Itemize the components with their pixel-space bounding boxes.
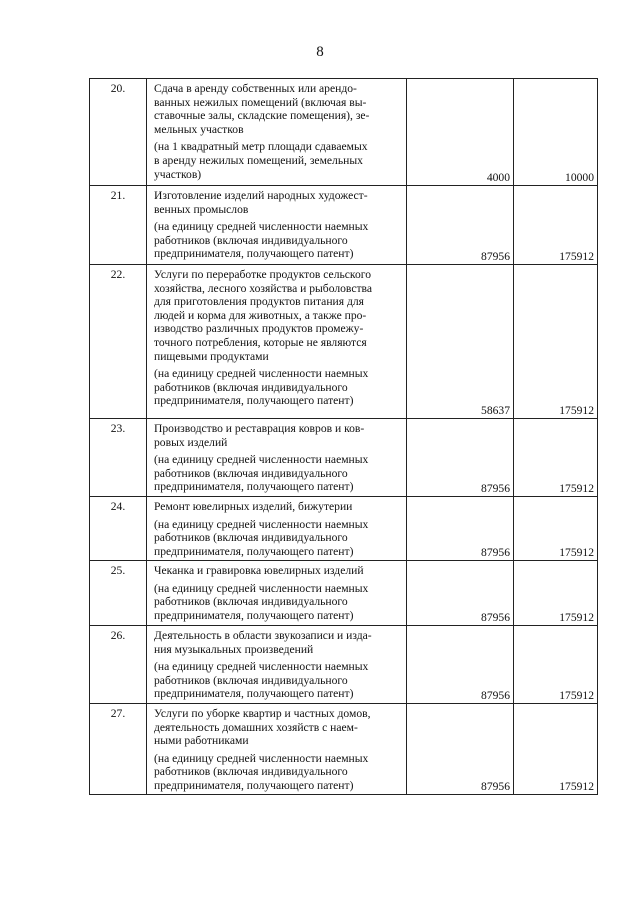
value-column-2: 175912 [514,626,598,704]
value-column-2: 175912 [514,561,598,626]
row-number: 26. [90,626,147,704]
table-row [90,561,598,626]
activity-description: Сдача в аренду собственных или арендо- ванных нежилых помещений (включая вы- ставочные залы, складские помещения), зе- мельных участков [154,82,370,136]
activity-cell [147,626,407,704]
value-column-1: 87956 [407,497,514,561]
table-row [90,265,598,419]
row-number: 22. [90,265,147,419]
row-number: 24. [90,497,147,561]
row-number: 23. [90,419,147,497]
activity-description: Услуги по уборке квартир и частных домов, деятельность домашних хозяйств с наем- ными работниками [154,707,371,748]
activity-unit-note: (на единицу средней численности наемных работников (включая индивидуального предпринимателя, получающего патент) [154,751,369,792]
table-row [90,626,598,704]
value-column-1: 87956 [407,419,514,497]
activity-description: Производство и реставрация ковров и ков- ровых изделий [154,422,365,449]
activity-cell [147,186,407,265]
value-column-1: 58637 [407,265,514,419]
activity-description: Изготовление изделий народных художест- венных промыслов [154,189,368,216]
value-column-1: 87956 [407,626,514,704]
activity-description: Услуги по переработке продуктов сельского хозяйства, лесного хозяйства и рыболовства для приготовления продуктов питания для людей и корма для животных, а также про- изводство различных продуктов промежу- точного потребления, которые не являются пищевыми продуктами [154,268,373,363]
table-row [90,79,598,186]
value-column-1: 87956 [407,186,514,265]
page-number: 8 [316,44,324,60]
table-row [90,704,598,795]
activity-unit-note: (на единицу средней численности наемных работников (включая индивидуального предпринимателя, получающего патент) [154,367,369,408]
activity-unit-note: (на единицу средней численности наемных работников (включая индивидуального предпринимателя, получающего патент) [154,220,369,261]
activity-description: Ремонт ювелирных изделий, бижутерии [154,500,353,513]
activity-unit-note: (на 1 квадратный метр площади сдаваемых в аренду нежилых помещений, земельных участков) [154,140,368,181]
activity-cell [147,497,407,561]
activity-unit-note: (на единицу средней численности наемных работников (включая индивидуального предпринимателя, получающего патент) [154,453,369,494]
activity-unit-note: (на единицу средней численности наемных работников (включая индивидуального предпринимателя, получающего патент) [154,581,369,622]
value-column-1: 87956 [407,704,514,795]
activity-description: Чеканка и гравировка ювелирных изделий [154,564,364,577]
activity-cell [147,79,407,186]
table-row [90,186,598,265]
activity-unit-note: (на единицу средней численности наемных работников (включая индивидуального предпринимателя, получающего патент) [154,660,369,701]
row-number: 21. [90,186,147,265]
value-column-1: 4000 [407,79,514,186]
row-number: 25. [90,561,147,626]
value-column-2: 10000 [514,79,598,186]
activity-description: Деятельность в области звукозаписи и изда- ния музыкальных произведений [154,629,372,656]
activity-unit-note: (на единицу средней численности наемных работников (включая индивидуального предпринимателя, получающего патент) [154,517,369,558]
value-column-2: 175912 [514,265,598,419]
value-column-2: 175912 [514,186,598,265]
row-number: 27. [90,704,147,795]
row-number: 20. [90,79,147,186]
activity-cell [147,561,407,626]
value-column-2: 175912 [514,419,598,497]
value-column-2: 175912 [514,704,598,795]
activity-cell [147,704,407,795]
table-row [90,497,598,561]
activity-cell [147,265,407,419]
table-row [90,419,598,497]
patent-rates-table [89,78,598,795]
value-column-1: 87956 [407,561,514,626]
value-column-2: 175912 [514,497,598,561]
activity-cell [147,419,407,497]
